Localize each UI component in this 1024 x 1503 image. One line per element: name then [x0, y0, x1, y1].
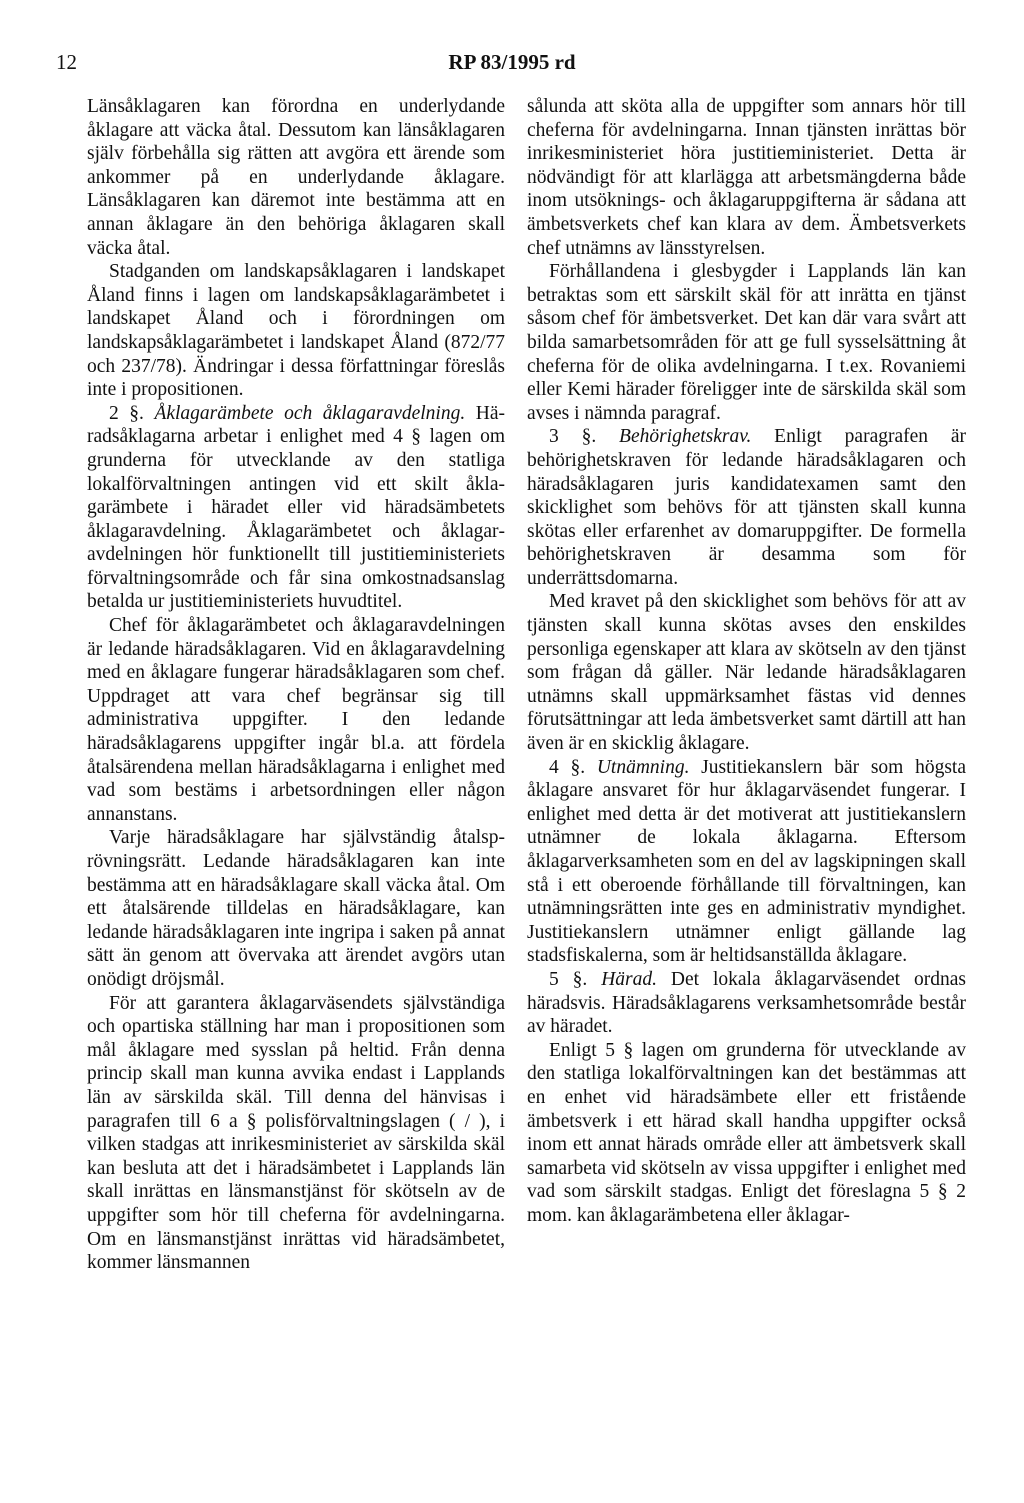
section-text: Justitiekanslern bär som högsta åklagare ansvaret för hur åklagarväsendet fungerar. I enlighet med detta är det motiverat att justitiekanslern utnämner de lokala åklagarna. Eftersom åklagarverksamheten som en del av lagskipningen skall stå i ett oberoende förhållande till förvaltningen, kan utnämningsrätten inte ges en administrativ myndighet. Justitiekanslern utnämner enligt gällande lag stadsfiskalerna, som är heltidsanställda åklagare. [527, 756, 966, 967]
section-text: Häradsåklagarna arbetar i enlighet med 4 § lagen om grunderna för utvecklande av den statliga lokalförvaltningen antingen vid ett skilt åklagarämbete i häradet eller vid häradsämbetets åklagaravdelning. Åklagarämbetet och åklagaravdelningen hör funktionellt till justitieministeriets förvaltningsområde och får sina omkostnadsanslag betalda ur justitieministeriets huvudtitel. [87, 402, 505, 613]
section-text: Enligt paragrafen är behörighetskraven för ledande häradsåklagaren och häradsåklagaren juris kandidatexamen samt den skicklighet som behövs för att tjänsten skall kunna skötas eller erfarenhet av domaruppgifter. De formella behörighetskraven är desamma som för underrättsdomarna. [527, 426, 966, 589]
section-number: 3 §. [549, 426, 620, 448]
section-heading: Utnämning. [596, 756, 690, 778]
section-paragraph [527, 756, 966, 968]
section-paragraph [87, 402, 505, 614]
section-text: Det lokala åklagarväsendet ordnas häradsvis. Häradsåklagarens verksamhetsområde består av häradet. [527, 968, 966, 1038]
left-column [87, 95, 505, 1275]
paragraph: För att garantera åklagarväsendets självständiga och opartiska ställning har man i propositionen som mål åklagare med sysslan på heltid. Från denna princip skall man kunna avvika endast i Lapplands län av särskilda skäl. Till denna del hänvisas i paragrafen till 6 a § polisförvaltningslagen ( / ), i vilken stadgas att inrikesministeriet av särskilda skäl kan besluta att det i häradsämbetet i Lapplands län skall inrättas en länsmanstjänst för skötseln av de uppgifter som hör till cheferna för avdelningarna. Om en länsmanstjänst inrättas vid häradsämbetet, kommer länsmannen [87, 992, 505, 1274]
section-heading: Härad. [601, 968, 657, 990]
page-number: 12 [56, 50, 77, 74]
paragraph: Enligt 5 § lagen om grunderna för utvecklande av den statliga lokalförvaltningen kan det bestämmas att en enhet vid häradsämbete eller ett fristående ämbetsverk i ett härad skall handha uppgifter också inom ett annat härads område eller att ämbetsverk skall samarbeta vid skötseln av vissa uppgifter i enlighet med vad som särskilt stadgas. Enligt det föreslagna 5 § 2 mom. kan åklagarämbetena eller åklagar- [527, 1039, 966, 1226]
paragraph: Varje häradsåklagare har självständig åtalsprövningsrätt. Ledande häradsåklagaren kan inte bestämma att en häradsåklagare skall väcka åtal. Om ett åtalsärende tilldelas en häradsåklagare, kan ledande häradsåklagaren inte ingripa i saken på annat sätt än genom att övervaka att ärendet avgörs utan onödigt dröjsmål. [87, 827, 505, 990]
paragraph: Stadganden om landskapsåklagaren i landskapet Åland finns i lagen om landskapsåklagarämbetet i landskapet Åland och i förordningen om landskapsåklagarämbetet i landskapet Åland (872/77 och 237/78). Ändringar i dessa författningar föreslås inte i propositionen. [87, 261, 505, 401]
section-paragraph [527, 425, 966, 590]
section-number: 2 §. [109, 402, 155, 424]
right-column [527, 95, 966, 1228]
paragraph: Chef för åklagarämbetet och åklagaravdelningen är ledande häradsåklagaren. Vid en åklagaravdelning med en åklagare fungerar häradsåklagaren som chef. Uppdraget att vara chef begränsar sig till administrativa uppgifter. I den ledande häradsåklagarens uppgifter ingår bl.a. att fördela åtalsärendena mellan häradsåklagarna i enlighet med vad som bestäms i arbetsordningen eller någon annanstans. [87, 615, 505, 825]
paragraph: Med kravet på den skicklighet som behövs för att av tjänsten skall kunna skötas avses den enskildes personliga egenskaper att klara av skötseln av den tjänst som frågan då gäller. När ledande häradsåklagaren utnämns skall uppmärksamhet fästas vid dennes förutsättningar att leda ämbetsverket samt därtill att han även är en skicklig åklagare. [527, 591, 966, 755]
paragraph: sålunda att sköta alla de uppgifter som annars hör till cheferna för avdelningarna. Innan tjänsten inrättas bör inrikesministeriet höra justitieministeriet. Detta är nödvändigt för att klarlägga att arbetsmängderna både inom utsöknings- och åklagaruppgifterna är sådana att ämbetsverkets chef kan klara av dem. Ämbetsverkets chef utnämns av länsstyrelsen. [527, 96, 966, 259]
section-paragraph [527, 968, 966, 1039]
section-heading: Behörighetskrav. [619, 426, 752, 448]
section-heading: Åklagarämbete och åklagaravdelning. [154, 402, 466, 424]
section-number: 5 §. [549, 968, 602, 990]
paragraph: Länsåklagaren kan förordna en underlydande åklagare att väcka åtal. Dessutom kan länsåklagaren själv förbehålla sig rätten att avgöra ett ärende som ankommer på en underlydande åklagare. Länsåklagaren kan däremot inte bestämma att en annan åklagare än den behöriga åklagaren skall väcka åtal. [87, 96, 505, 259]
paragraph: Förhållandena i glesbygder i Lapplands län kan betraktas som ett särskilt skäl för att inrätta en tjänst såsom chef för ämbetsverket. Det kan där vara svårt att bilda samarbetsområden för att ge full sysselsättning åt cheferna för de olika avdelningarna. I t.ex. Rovaniemi eller Kemi härader föreligger inte de särskilda skäl som avses i nämnda paragraf. [527, 261, 966, 424]
section-number: 4 §. [549, 756, 597, 778]
running-head: RP 83/1995 rd [448, 50, 576, 74]
